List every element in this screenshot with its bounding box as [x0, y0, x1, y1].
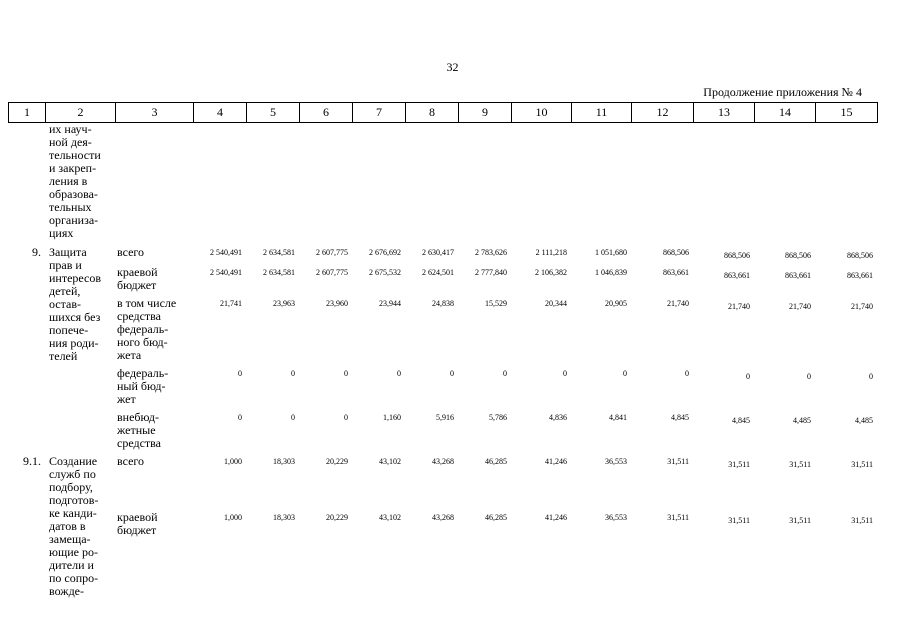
empty-cell — [299, 123, 352, 246]
funding-source — [115, 297, 193, 367]
value-cell: 863,661 — [785, 271, 811, 280]
activity-name-line: Создание — [49, 454, 98, 468]
activity-name — [45, 455, 115, 598]
value-cell: 868,506 — [663, 248, 689, 257]
value-cell: 868,506 — [785, 251, 811, 260]
funding-source-line: в том числе — [117, 296, 177, 310]
activity-name — [45, 246, 115, 455]
value-cell: 0 — [685, 369, 689, 378]
funding-source-line: федераль- — [117, 322, 169, 336]
value-cell: 863,661 — [847, 271, 873, 280]
column-number-3: 3 — [116, 103, 194, 123]
value-cell: 1,160 — [383, 413, 401, 422]
funding-source-line: жетные — [117, 423, 156, 437]
funding-source — [115, 367, 193, 411]
continued-name-line: их науч- — [49, 122, 92, 136]
activity-name-line: подбору, — [49, 480, 93, 494]
column-number-11: 11 — [572, 103, 632, 123]
value-cell: 20,229 — [326, 457, 348, 466]
activity-name-line: по сопро- — [49, 571, 99, 585]
empty-cell — [571, 123, 631, 246]
value-cell: 0 — [344, 413, 348, 422]
value-cell: 20,344 — [545, 299, 567, 308]
table-row — [8, 455, 877, 511]
value-cell: 863,661 — [663, 268, 689, 277]
continued-name-line: ной дея- — [49, 135, 92, 149]
column-number-5: 5 — [247, 103, 300, 123]
activity-name-line: ющие ро- — [49, 545, 98, 559]
funding-source-line: внебюд- — [117, 410, 159, 424]
value-cell: 5,786 — [489, 413, 507, 422]
value-cell: 2 540,491 — [210, 268, 242, 277]
value-cell: 46,285 — [485, 513, 507, 523]
value-cell: 2 783,626 — [475, 248, 507, 257]
funding-source — [115, 246, 193, 266]
activity-name-line: подготов- — [49, 493, 99, 507]
table-row — [8, 411, 877, 455]
funding-source — [115, 411, 193, 455]
column-number-4: 4 — [194, 103, 247, 123]
empty-cell — [754, 123, 815, 246]
value-cell: 868,506 — [724, 251, 750, 260]
activity-name-line: вожде- — [49, 584, 85, 598]
value-cell: 36,553 — [605, 457, 627, 466]
funding-source-line: ный бюд- — [117, 379, 166, 393]
activity-name-line: телей — [49, 349, 78, 363]
value-cell: 0 — [397, 369, 401, 378]
column-number-12: 12 — [632, 103, 694, 123]
value-cell: 0 — [746, 372, 750, 381]
activity-name-line: ке канди- — [49, 506, 97, 520]
funding-source-line: жета — [117, 348, 142, 362]
value-cell: 43,268 — [432, 457, 454, 466]
value-cell: 4,841 — [609, 413, 627, 422]
funding-source-line: федераль- — [117, 366, 169, 380]
funding-source-line: средства — [117, 436, 162, 450]
continued-name-line: организа- — [49, 213, 99, 227]
value-cell: 2 624,501 — [422, 268, 454, 277]
continued-name-line: и закреп- — [49, 161, 97, 175]
activity-name-line: прав и — [49, 258, 82, 272]
value-cell: 31,511 — [728, 460, 750, 469]
column-number-6: 6 — [300, 103, 353, 123]
table-row — [8, 511, 877, 598]
value-cell: 0 — [238, 413, 242, 422]
value-cell: 2 106,382 — [535, 268, 567, 277]
empty-cell — [511, 123, 571, 246]
column-number-header — [8, 102, 878, 123]
funding-source-line: ного бюд- — [117, 335, 168, 349]
continued-name-line: тельности — [49, 148, 101, 162]
value-cell: 21,740 — [851, 302, 873, 311]
empty-cell — [246, 123, 299, 246]
value-cell: 36,553 — [605, 513, 627, 523]
value-cell: 20,905 — [605, 299, 627, 308]
value-cell: 2 675,532 — [369, 268, 401, 277]
value-cell: 0 — [344, 369, 348, 378]
value-cell: 41,246 — [545, 457, 567, 466]
value-cell: 46,285 — [485, 457, 507, 466]
value-cell: 5,916 — [436, 413, 454, 422]
empty-cell — [693, 123, 754, 246]
activity-name-line: служб по — [49, 467, 96, 481]
value-cell: 1 051,680 — [595, 248, 627, 257]
row-number: 9. — [32, 245, 41, 259]
column-number-10: 10 — [512, 103, 572, 123]
funding-source-line: всего — [117, 245, 145, 259]
activity-name-line: попече- — [49, 323, 89, 337]
value-cell: 0 — [807, 372, 811, 381]
continuation-caption: Продолжение приложения № 4 — [703, 85, 862, 99]
value-cell: 2 607,775 — [316, 248, 348, 257]
activity-name-line: датов в — [49, 519, 86, 533]
value-cell: 863,661 — [724, 271, 750, 280]
funding-source-line: бюджет — [117, 523, 157, 538]
value-cell: 0 — [450, 369, 454, 378]
row-number: 9.1. — [23, 454, 41, 468]
value-cell: 0 — [291, 413, 295, 422]
value-cell: 31,511 — [667, 457, 689, 466]
continued-name-line: тельных — [49, 200, 92, 214]
table-row — [8, 367, 877, 411]
funding-source — [115, 455, 193, 511]
empty-cell — [193, 123, 246, 246]
empty-cell — [115, 123, 193, 246]
continued-name-line: образова- — [49, 187, 98, 201]
value-cell: 1,000 — [224, 457, 242, 466]
value-cell: 0 — [563, 369, 567, 378]
value-cell: 2 607,775 — [316, 268, 348, 277]
empty-cell — [458, 123, 511, 246]
column-number-15: 15 — [816, 103, 878, 123]
value-cell: 31,511 — [851, 516, 873, 526]
value-cell: 18,303 — [273, 457, 295, 466]
column-number-13: 13 — [694, 103, 755, 123]
table-row — [8, 297, 877, 367]
value-cell: 2 540,491 — [210, 248, 242, 257]
value-cell: 2 111,218 — [535, 248, 567, 257]
column-number-7: 7 — [353, 103, 406, 123]
activity-name-line: ния роди- — [49, 336, 99, 350]
value-cell: 1 046,839 — [595, 268, 627, 277]
empty-cell — [405, 123, 458, 246]
column-number-1: 1 — [9, 103, 46, 123]
value-cell: 23,944 — [379, 299, 401, 308]
value-cell: 21,740 — [667, 299, 689, 308]
value-cell: 1,000 — [224, 513, 242, 523]
value-cell: 21,741 — [220, 299, 242, 308]
value-cell: 31,511 — [789, 460, 811, 469]
value-cell: 868,506 — [847, 251, 873, 260]
column-number-2: 2 — [46, 103, 116, 123]
activity-name-line: детей, — [49, 284, 81, 298]
value-cell: 31,511 — [789, 516, 811, 526]
value-cell: 23,960 — [326, 299, 348, 308]
value-cell: 4,845 — [732, 416, 750, 425]
continued-name-line: ления в — [49, 174, 88, 188]
value-cell: 31,511 — [728, 516, 750, 526]
funding-source-line: средства — [117, 309, 162, 323]
value-cell: 31,511 — [667, 513, 689, 523]
continued-name-line: циях — [49, 226, 74, 240]
table-row — [8, 246, 877, 266]
value-cell: 31,511 — [851, 460, 873, 469]
value-cell: 20,229 — [326, 513, 348, 523]
activity-name-line: Защита — [49, 245, 87, 259]
value-cell: 4,485 — [855, 416, 873, 425]
column-number-9: 9 — [459, 103, 512, 123]
column-number-14: 14 — [755, 103, 816, 123]
value-cell: 0 — [623, 369, 627, 378]
value-cell: 43,268 — [432, 513, 454, 523]
budget-table — [8, 123, 877, 598]
value-cell: 2 777,840 — [475, 268, 507, 277]
value-cell: 0 — [238, 369, 242, 378]
value-cell: 2 676,692 — [369, 248, 401, 257]
funding-source-line: всего — [117, 454, 145, 468]
empty-cell — [352, 123, 405, 246]
value-cell: 41,246 — [545, 513, 567, 523]
value-cell: 0 — [291, 369, 295, 378]
activity-name-line: остав- — [49, 297, 82, 311]
value-cell: 21,740 — [789, 302, 811, 311]
page-number: 32 — [446, 60, 459, 74]
funding-source-line: краевой — [117, 265, 158, 279]
activity-name-line: интересов — [49, 271, 102, 285]
value-cell: 21,740 — [728, 302, 750, 311]
value-cell: 24,838 — [432, 299, 454, 308]
value-cell: 2 634,581 — [263, 268, 295, 277]
value-cell: 18,303 — [273, 513, 295, 523]
table-row-continued — [8, 123, 877, 246]
value-cell: 0 — [503, 369, 507, 378]
value-cell: 43,102 — [379, 513, 401, 523]
table-row — [8, 266, 877, 297]
value-cell: 23,963 — [273, 299, 295, 308]
funding-source-line: краевой — [117, 510, 158, 525]
value-cell: 4,836 — [549, 413, 567, 422]
activity-name-line: шихся без — [49, 310, 101, 324]
continued-name — [45, 123, 115, 246]
value-cell: 43,102 — [379, 457, 401, 466]
value-cell: 4,485 — [793, 416, 811, 425]
value-cell: 2 634,581 — [263, 248, 295, 257]
value-cell: 2 630,417 — [422, 248, 454, 257]
empty-cell — [8, 123, 45, 246]
activity-name-line: дители и — [49, 558, 94, 572]
activity-name-line: замеща- — [49, 532, 91, 546]
value-cell: 4,845 — [671, 413, 689, 422]
value-cell: 0 — [869, 372, 873, 381]
funding-source — [115, 511, 193, 598]
empty-cell — [631, 123, 693, 246]
funding-source — [115, 266, 193, 297]
funding-source-line: бюджет — [117, 278, 157, 292]
empty-cell — [815, 123, 877, 246]
column-number-8: 8 — [406, 103, 459, 123]
value-cell: 15,529 — [485, 299, 507, 308]
funding-source-line: жет — [117, 392, 136, 406]
